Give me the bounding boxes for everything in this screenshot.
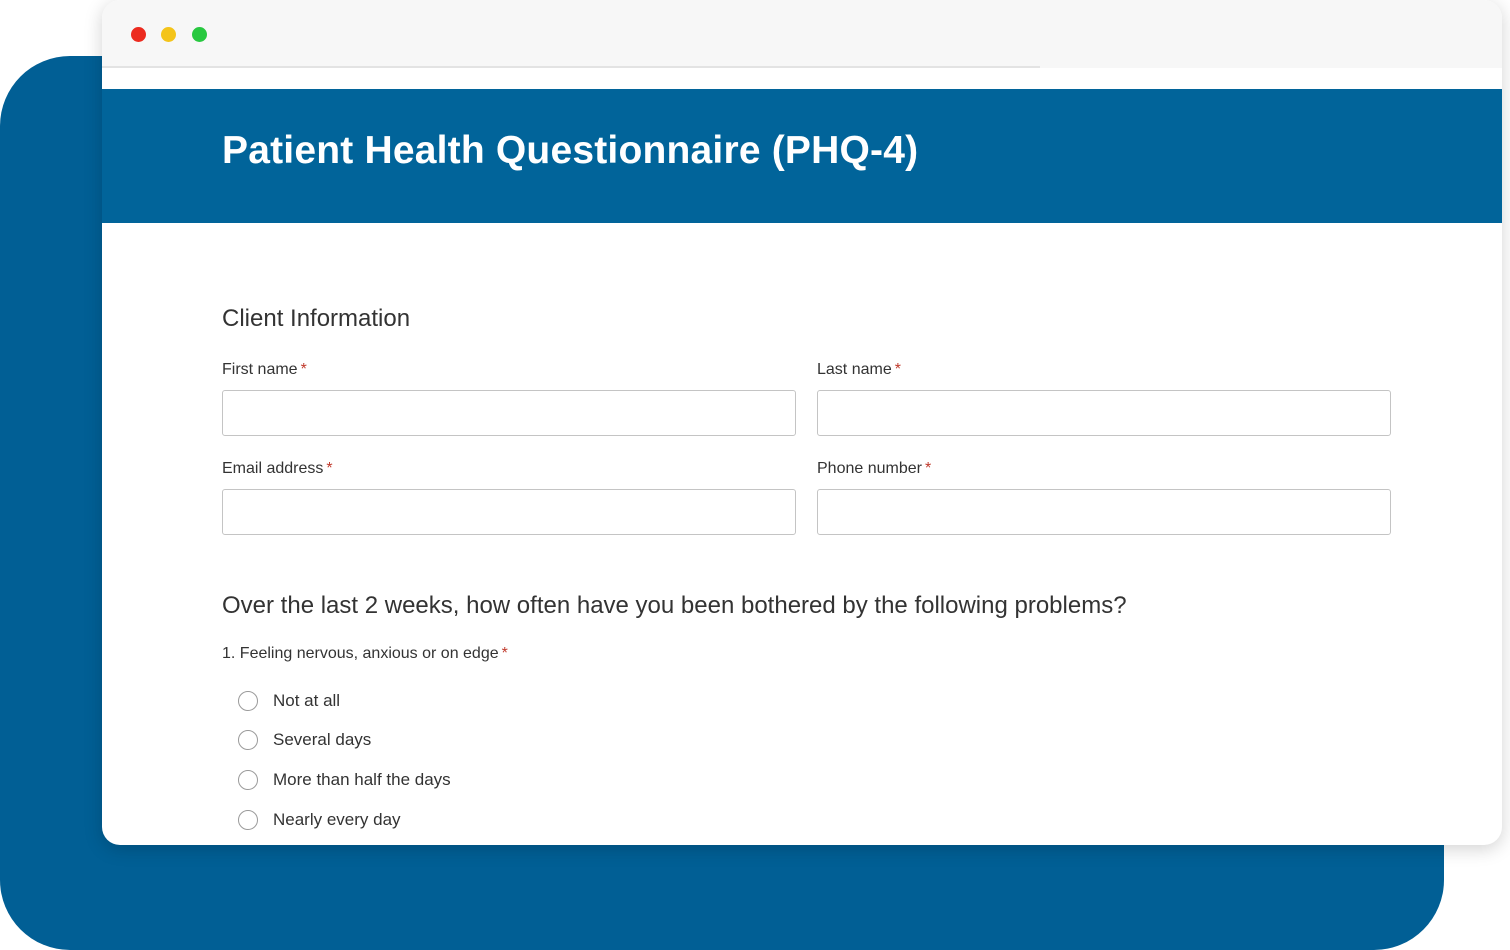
- phone-number-label: Phone number *: [817, 460, 932, 477]
- last-name-label: Last name *: [817, 361, 901, 378]
- radio-option-nearly-every-day[interactable]: [238, 807, 401, 833]
- maximize-window-dot-icon[interactable]: [192, 27, 207, 42]
- required-asterisk: *: [326, 460, 333, 477]
- phone-number-field: [817, 457, 1391, 481]
- radio-option-more-than-half[interactable]: [238, 767, 451, 793]
- required-asterisk: *: [501, 645, 508, 662]
- radio-option-label: More than half the days: [273, 770, 451, 789]
- last-name-field: [817, 358, 1391, 382]
- first-name-label: First name *: [222, 361, 307, 378]
- question-1-label: 1. Feeling nervous, anxious or on edge *: [222, 645, 508, 662]
- email-address-field: [222, 457, 796, 481]
- client-info-section-title: Client Information: [222, 305, 411, 332]
- required-asterisk: *: [894, 361, 901, 378]
- questions-section-heading: Over the last 2 weeks, how often have you been bothered by the following problems?: [222, 592, 1127, 619]
- form-title: Patient Health Questionnaire (PHQ-4): [222, 129, 919, 172]
- radio-option-label: Several days: [273, 730, 372, 749]
- first-name-input[interactable]: [222, 390, 796, 436]
- radio-button[interactable]: [238, 810, 258, 830]
- radio-option-several-days[interactable]: [238, 727, 371, 753]
- radio-option-not-at-all[interactable]: [238, 688, 340, 714]
- phone-number-input[interactable]: [817, 489, 1391, 535]
- last-name-input[interactable]: [817, 390, 1391, 436]
- email-address-label: Email address *: [222, 460, 333, 477]
- radio-button[interactable]: [238, 691, 258, 711]
- radio-option-label: Nearly every day: [273, 810, 401, 829]
- email-address-input[interactable]: [222, 489, 796, 535]
- required-asterisk: *: [300, 361, 307, 378]
- first-name-field: [222, 358, 796, 382]
- window-titlebar: [102, 0, 1502, 68]
- radio-button[interactable]: [238, 730, 258, 750]
- radio-option-label: Not at all: [273, 691, 341, 710]
- titlebar-divider: [102, 66, 1040, 68]
- form-header-banner: [102, 89, 1502, 223]
- minimize-window-dot-icon[interactable]: [161, 27, 176, 42]
- radio-button[interactable]: [238, 770, 258, 790]
- close-window-dot-icon[interactable]: [131, 27, 146, 42]
- browser-window: [102, 0, 1502, 845]
- required-asterisk: *: [924, 460, 932, 477]
